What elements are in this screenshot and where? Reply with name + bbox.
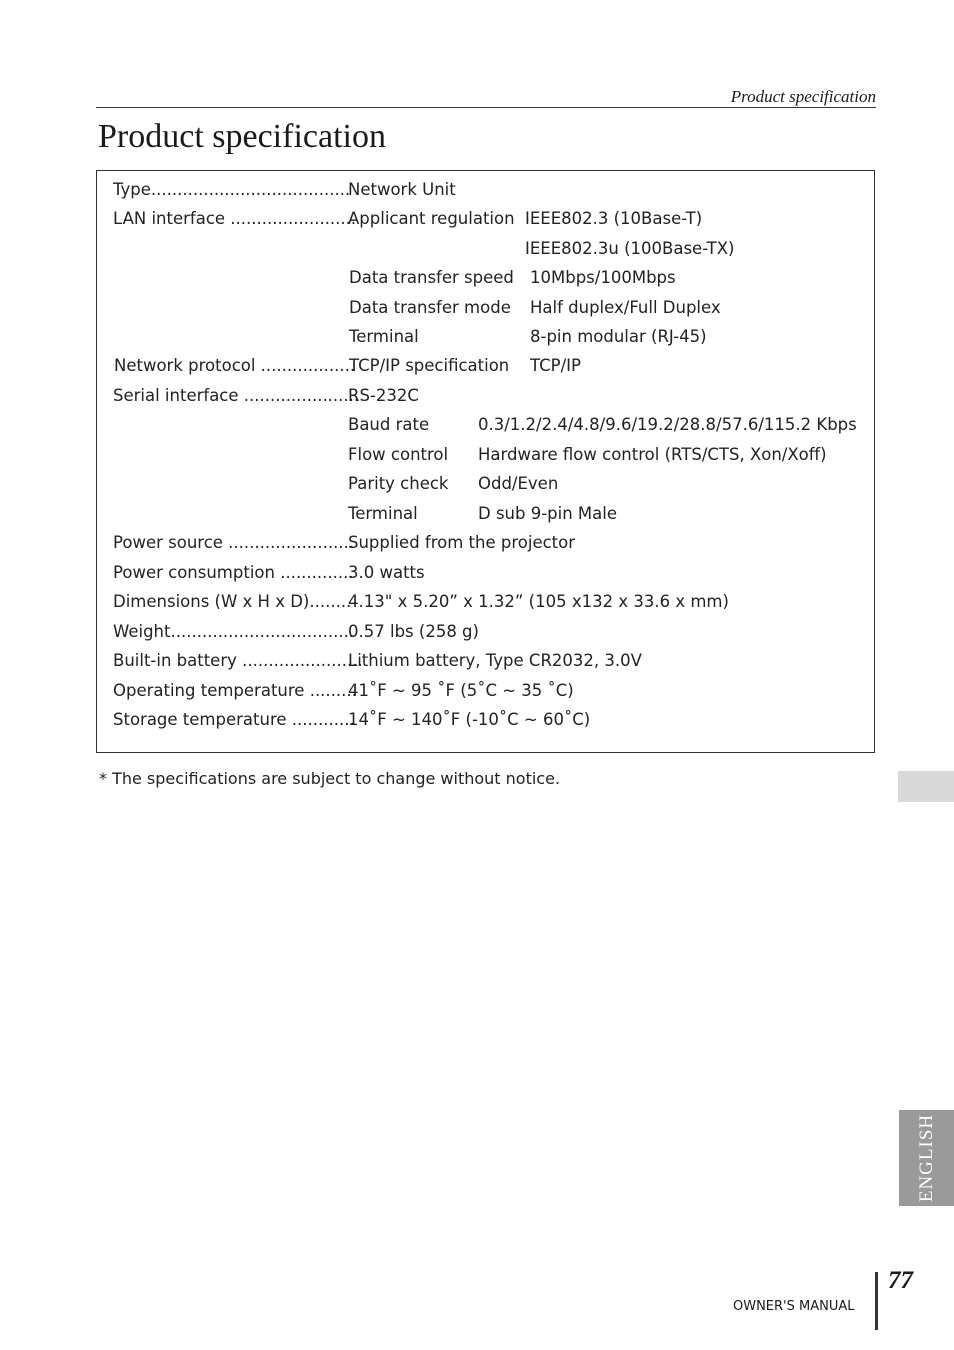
spec-value-applicant-1: IEEE802.3 (10Base-T) bbox=[525, 209, 703, 228]
spec-value-operating-temperature: 41˚F ~ 95 ˚F (5˚C ~ 35 ˚C) bbox=[348, 681, 574, 700]
spec-label-battery: Built-in battery ....................... bbox=[113, 651, 363, 670]
spec-label-serial: Serial interface ...................... bbox=[113, 386, 360, 405]
specification-notice: * The specifications are subject to change without notice. bbox=[99, 769, 561, 788]
page-number: 77 bbox=[888, 1267, 913, 1294]
spec-value-lan-terminal: 8-pin modular (RJ-45) bbox=[530, 327, 707, 346]
spec-sublabel-mode: Data transfer mode bbox=[349, 298, 511, 317]
spec-sublabel-applicant: Applicant regulation bbox=[348, 209, 515, 228]
spec-value-dimensions: 4.13" x 5.20” x 1.32” (105 x132 x 33.6 x mm) bbox=[348, 592, 729, 611]
spec-label-power-consumption: Power consumption .............. bbox=[113, 563, 354, 582]
spec-label-power-source: Power source ........................ bbox=[113, 533, 355, 552]
page-number-rule bbox=[875, 1272, 878, 1330]
side-tab-marker bbox=[898, 771, 954, 802]
spec-label-operating-temperature: Operating temperature ......... bbox=[113, 681, 357, 700]
language-tab bbox=[899, 1110, 954, 1206]
language-tab-label: ENGLISH bbox=[915, 1113, 937, 1203]
spec-sublabel-speed: Data transfer speed bbox=[349, 268, 514, 287]
spec-value-power-source: Supplied from the projector bbox=[348, 533, 576, 552]
spec-sublabel-baud: Baud rate bbox=[348, 415, 430, 434]
footer-manual-label: OWNER'S MANUAL bbox=[733, 1299, 855, 1314]
spec-value-serial: RS-232C bbox=[348, 386, 419, 405]
spec-value-battery: Lithium battery, Type CR2032, 3.0V bbox=[348, 651, 642, 670]
spec-value-speed: 10Mbps/100Mbps bbox=[530, 268, 676, 287]
spec-value-type: Network Unit bbox=[348, 180, 456, 199]
spec-sublabel-lan-terminal: Terminal bbox=[349, 327, 419, 346]
spec-label-type: Type...................................... bbox=[113, 180, 351, 199]
specification-table bbox=[96, 170, 875, 753]
spec-value-weight: 0.57 lbs (258 g) bbox=[348, 622, 479, 641]
spec-label-lan: LAN interface ........................ bbox=[113, 209, 357, 228]
spec-value-power-consumption: 3.0 watts bbox=[348, 563, 425, 582]
spec-sublabel-serial-terminal: Terminal bbox=[348, 504, 418, 523]
spec-label-storage-temperature: Storage temperature ............ bbox=[113, 710, 355, 729]
spec-label-dimensions: Dimensions (W x H x D)........ bbox=[113, 592, 352, 611]
page-title: Product specification bbox=[98, 118, 386, 155]
spec-value-parity: Odd/Even bbox=[478, 474, 559, 493]
spec-value-serial-terminal: D sub 9-pin Male bbox=[478, 504, 618, 523]
spec-label-protocol: Network protocol .................. bbox=[114, 356, 356, 375]
spec-value-mode: Half duplex/Full Duplex bbox=[530, 298, 721, 317]
spec-value-tcpip: TCP/IP bbox=[530, 356, 581, 375]
spec-sublabel-parity: Parity check bbox=[348, 474, 449, 493]
spec-value-applicant-2: IEEE802.3u (100Base-TX) bbox=[525, 239, 735, 258]
spec-value-baud: 0.3/1.2/2.4/4.8/9.6/19.2/28.8/57.6/115.2 Kbps bbox=[478, 415, 857, 434]
spec-value-storage-temperature: 14˚F ~ 140˚F (-10˚C ~ 60˚C) bbox=[348, 710, 591, 729]
spec-value-flow: Hardware flow control (RTS/CTS, Xon/Xoff) bbox=[478, 445, 827, 464]
spec-sublabel-flow: Flow control bbox=[348, 445, 449, 464]
spec-sublabel-tcpip: TCP/IP specification bbox=[349, 356, 510, 375]
spec-label-weight: Weight................................... bbox=[113, 622, 355, 641]
running-header: Product specification bbox=[96, 86, 876, 108]
